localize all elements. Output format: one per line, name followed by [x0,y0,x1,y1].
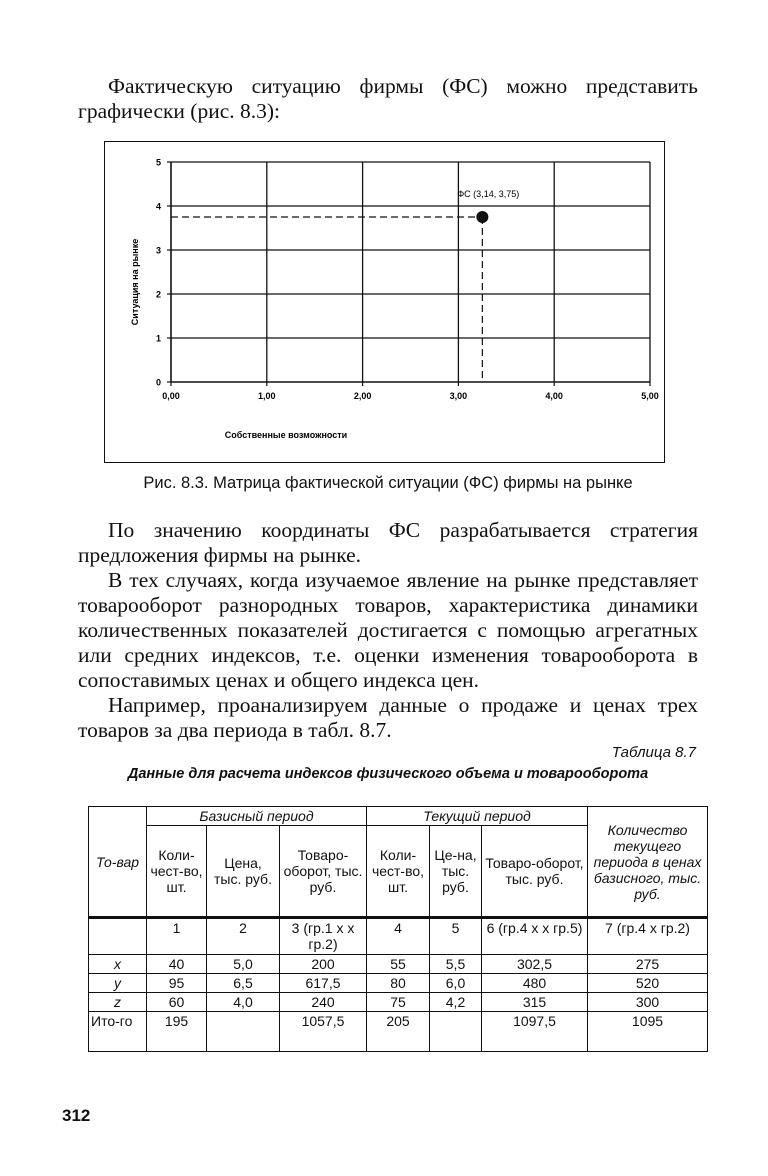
colnum-cell: 3 (гр.1 х х гр.2) [280,918,367,955]
y-axis-label: Ситуация на рынке [130,238,140,326]
header-base-price: Цена, тыс. руб. [207,826,280,918]
y-tick-label: 4 [155,201,161,212]
table-cell: 1057,5 [280,1012,367,1052]
colnum-cell: 1 [147,918,207,955]
table-column-numbers-row [89,918,708,955]
colnum-cell: 7 (гр.4 х гр.2) [588,918,708,955]
table-number: Таблица 8.7 [611,744,696,761]
table-cell: 55 [367,955,430,974]
header-product: То-вар [89,807,147,918]
table-cell: 200 [280,955,367,974]
data-point-label: ФС (3,14, 3,75) [457,189,520,199]
table-cell: 4,2 [430,993,482,1012]
table-cell: 6,5 [207,974,280,993]
paragraph-indices: В тех случаях, когда изучаемое явление на рынке представляет товарооборот разнородных товаров, характеристика динамики количественных показателей достигается с помощью агрегатных или средних индексов, т.е. оценки изменения товарооборота в сопоставимых ценах и общего индекса цен. [78,568,698,692]
table-row-total [89,1012,708,1052]
table-cell: 75 [367,993,430,1012]
y-tick-label: 1 [155,333,161,344]
colnum-cell: 6 (гр.4 х х гр.5) [482,918,588,955]
header-current-period: Текущий период [367,807,588,826]
colnum-cell [89,918,147,955]
chart-svg [105,142,666,464]
colnum-cell: 5 [430,918,482,955]
table-cell: 617,5 [280,974,367,993]
x-tick-label: 5,00 [641,391,659,401]
y-tick-label: 5 [155,157,161,168]
table-cell: y [89,974,147,993]
table-cell: 95 [147,974,207,993]
figure-caption: Рис. 8.3. Матрица фактической ситуации (ФС) фирмы на рынке [143,474,633,492]
table-cell: 6,0 [430,974,482,993]
header-cur-turnover: Товаро-оборот, тыс. руб. [482,826,588,918]
table-cell: 5,0 [207,955,280,974]
page-number: 312 [62,1106,91,1125]
header-current-qty-base-prices: Количество текущего периода в ценах базисного, тыс. руб. [588,807,708,918]
table-row [89,993,708,1012]
table-cell: Ито-го [89,1012,147,1052]
y-tick-label: 2 [155,289,161,300]
x-tick-label: 3,00 [449,391,468,401]
table-cell: 480 [482,974,588,993]
table-cell [430,1012,482,1052]
table-cell: 40 [147,955,207,974]
paragraph-example: Например, проанализируем данные о продаже и ценах трех товаров за два периода в табл. 8.7. [78,693,698,742]
table-cell [207,1012,280,1052]
x-axis-label: Собственные возможности [224,430,348,440]
table-cell: 275 [588,955,708,974]
table-cell: 4,0 [207,993,280,1012]
header-base-period: Базисный период [147,807,367,826]
header-cur-qty: Коли-чест-во, шт. [367,826,430,918]
table-cell: 60 [147,993,207,1012]
table-cell: 240 [280,993,367,1012]
header-base-qty: Коли-чест-во, шт. [147,826,207,918]
y-tick-label: 3 [155,245,161,256]
table-row [89,955,708,974]
table-cell: 1097,5 [482,1012,588,1052]
table-row [89,974,708,993]
paragraph-intro: Фактическую ситуацию фирмы (ФС) можно представить графически (рис. 8.3): [78,74,698,123]
table-cell: 195 [147,1012,207,1052]
table-title: Данные для расчета индексов физического объема и товарооборота [127,766,649,782]
table-cell: 315 [482,993,588,1012]
data-table [88,806,708,1052]
x-tick-label: 1,00 [258,391,276,401]
table-cell: z [89,993,147,1012]
table-cell: x [89,955,147,974]
x-tick-label: 4,00 [545,391,563,401]
table-cell: 205 [367,1012,430,1052]
data-point-fs [476,211,488,223]
header-cur-price: Це-на, тыс. руб. [430,826,482,918]
table-cell: 520 [588,974,708,993]
colnum-cell: 2 [207,918,280,955]
table-cell: 300 [588,993,708,1012]
table-cell: 1095 [588,1012,708,1052]
table-cell: 80 [367,974,430,993]
table-cell: 5,5 [430,955,482,974]
table-header-row-1 [89,807,708,826]
x-tick-label: 2,00 [353,391,372,401]
x-tick-label: 0,00 [162,391,180,401]
y-tick-label: 0 [155,377,161,388]
colnum-cell: 4 [367,918,430,955]
header-base-turnover: Товаро-оборот, тыс. руб. [280,826,367,918]
table-cell: 302,5 [482,955,588,974]
paragraph-strategy: По значению координаты ФС разрабатывается стратегия предложения фирмы на рынке. [78,518,698,567]
figure-matrix-chart [104,141,665,463]
